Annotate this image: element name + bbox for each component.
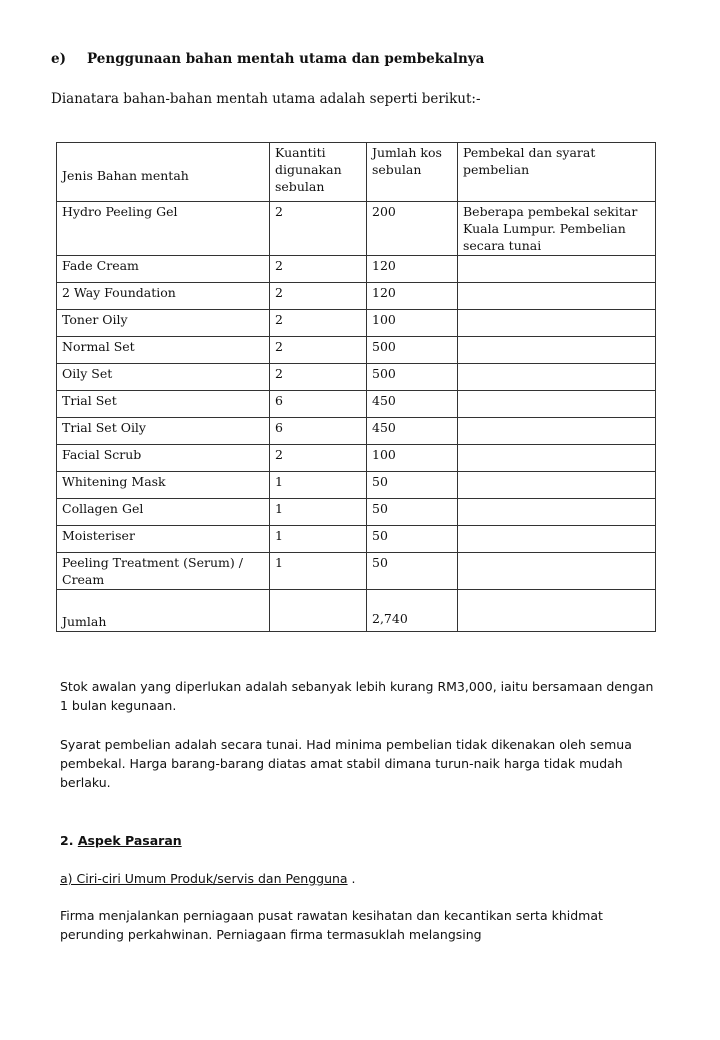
quantity: 1	[270, 553, 367, 590]
quantity: 1	[270, 526, 367, 553]
section-2-title: Aspek Pasaran	[77, 833, 182, 848]
quantity: 2	[270, 364, 367, 391]
total-row	[57, 590, 656, 632]
business-paragraph: Firma menjalankan perniagaan pusat rawatan kesihatan dan kecantikan serta khidmat perunding perkahwinan. Perniagaan firma termasuklah melangsing	[60, 908, 603, 942]
total-empty-cell	[458, 590, 656, 632]
quantity: 6	[270, 391, 367, 418]
monthly-cost: 200	[367, 202, 458, 256]
section-title: Penggunaan bahan mentah utama dan pembekalnya	[87, 51, 485, 67]
subsection-suffix: .	[347, 871, 356, 886]
material-name: Toner Oily	[57, 310, 270, 337]
supplier-terms	[458, 472, 656, 499]
table-row	[57, 526, 656, 553]
material-name: Normal Set	[57, 337, 270, 364]
table-header-row	[57, 143, 656, 202]
stock-paragraph: Stok awalan yang diperlukan adalah sebanyak lebih kurang RM3,000, iaitu bersamaan dengan 1 bulan kegunaan.	[60, 679, 654, 713]
supplier-terms	[458, 499, 656, 526]
monthly-cost: 100	[367, 445, 458, 472]
monthly-cost: 50	[367, 472, 458, 499]
material-name: Trial Set Oily	[57, 418, 270, 445]
supplier-terms	[458, 553, 656, 590]
quantity: 1	[270, 472, 367, 499]
subsection-heading	[60, 869, 660, 888]
intro-text: Dianatara bahan-bahan mentah utama adalah seperti berikut:-	[51, 91, 481, 107]
supplier-terms	[458, 337, 656, 364]
quantity: 2	[270, 256, 367, 283]
monthly-cost: 100	[367, 310, 458, 337]
header-cell: Kuantiti digunakan sebulan	[270, 143, 367, 202]
quantity: 2	[270, 310, 367, 337]
subsection-label: a) Ciri-ciri Umum Produk/servis dan Pengguna	[60, 871, 348, 886]
material-name: Trial Set	[57, 391, 270, 418]
total-value: 2,740	[367, 590, 458, 632]
material-name: Collagen Gel	[57, 499, 270, 526]
quantity: 2	[270, 202, 367, 256]
material-name: Facial Scrub	[57, 445, 270, 472]
monthly-cost: 120	[367, 283, 458, 310]
material-name: Moisteriser	[57, 526, 270, 553]
table-row	[57, 472, 656, 499]
supplier-terms	[458, 364, 656, 391]
section-2-number: 2.	[60, 833, 74, 848]
monthly-cost: 50	[367, 499, 458, 526]
table-row	[57, 283, 656, 310]
table-row	[57, 553, 656, 590]
quantity: 1	[270, 499, 367, 526]
monthly-cost: 500	[367, 364, 458, 391]
header-cell: Jenis Bahan mentah	[57, 143, 270, 202]
section-2-heading	[60, 831, 660, 850]
monthly-cost: 450	[367, 418, 458, 445]
monthly-cost: 50	[367, 526, 458, 553]
raw-materials-table	[56, 142, 656, 632]
header-cell: Jumlah kos sebulan	[367, 143, 458, 202]
supplier-terms	[458, 445, 656, 472]
material-name: Peeling Treatment (Serum) / Cream	[57, 553, 270, 590]
total-empty-cell	[270, 590, 367, 632]
supplier-terms	[458, 391, 656, 418]
table-row	[57, 337, 656, 364]
material-name: Whitening Mask	[57, 472, 270, 499]
quantity: 2	[270, 337, 367, 364]
table-row	[57, 445, 656, 472]
table-row	[57, 499, 656, 526]
table-row	[57, 256, 656, 283]
monthly-cost: 120	[367, 256, 458, 283]
section-heading	[51, 51, 484, 67]
monthly-cost: 500	[367, 337, 458, 364]
total-label: Jumlah	[57, 590, 270, 632]
material-name: 2 Way Foundation	[57, 283, 270, 310]
supplier-terms	[458, 310, 656, 337]
monthly-cost: 450	[367, 391, 458, 418]
header-cell: Pembekal dan syarat pembelian	[458, 143, 656, 202]
table-row	[57, 202, 656, 256]
supplier-terms	[458, 283, 656, 310]
terms-paragraph: Syarat pembelian adalah secara tunai. Had minima pembelian tidak dikenakan oleh semua pembekal. Harga barang-barang diatas amat stabil dimana turun-naik harga tidak mudah berlaku.	[60, 737, 632, 790]
material-name: Fade Cream	[57, 256, 270, 283]
quantity: 2	[270, 283, 367, 310]
material-name: Oily Set	[57, 364, 270, 391]
supplier-terms	[458, 526, 656, 553]
table-row	[57, 418, 656, 445]
table-row	[57, 391, 656, 418]
table-row	[57, 310, 656, 337]
quantity: 2	[270, 445, 367, 472]
supplier-terms	[458, 418, 656, 445]
material-name: Hydro Peeling Gel	[57, 202, 270, 256]
supplier-terms: Beberapa pembekal sekitar Kuala Lumpur. Pembelian secara tunai	[458, 202, 656, 256]
quantity: 6	[270, 418, 367, 445]
supplier-terms	[458, 256, 656, 283]
section-label: e)	[51, 51, 66, 67]
table-row	[57, 364, 656, 391]
monthly-cost: 50	[367, 553, 458, 590]
